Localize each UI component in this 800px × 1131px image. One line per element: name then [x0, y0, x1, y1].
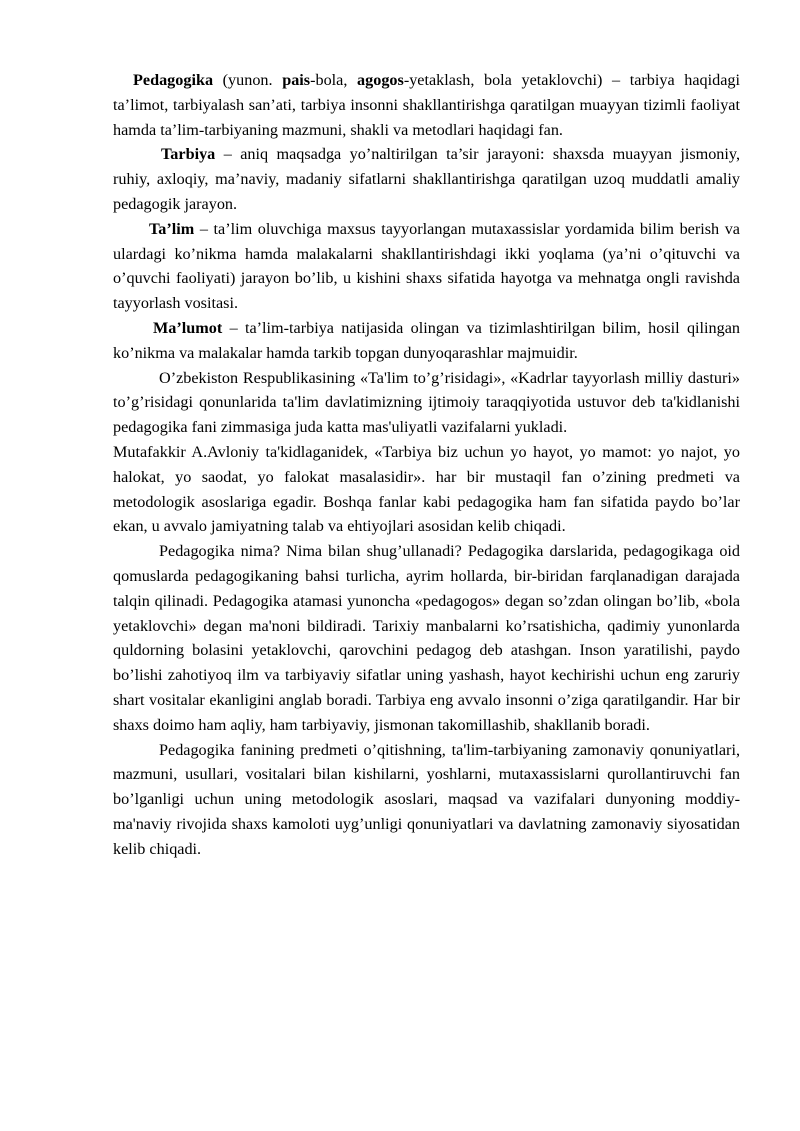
paragraph-talim-definition: [113, 217, 740, 316]
term-agogos: agogos: [357, 71, 404, 89]
document-page: [113, 68, 740, 862]
term-talim: Ta’lim: [149, 219, 195, 238]
term-pais: pais: [282, 71, 311, 89]
term-malumot: Ma’lumot: [153, 318, 223, 337]
text-segment: -yetaklash, bola yetaklovchi) – tarbiya haqidagi ta’limot, tarbiyalash san’ati, tarbiya insonni shakllantirishga qaratilgan muayyan tizimli faoliyat hamda ta’lim-tarbiyaning mazmuni, shakli va metodlari haqidagi fan.: [113, 71, 741, 139]
paragraph-tarbiya-definition: [113, 142, 740, 216]
text-segment: (yunon.: [213, 71, 283, 89]
paragraph-pedagogika-definition: [113, 68, 740, 142]
text-segment: Mutafakkir A.Avloniy ta'kidlaganidek, «Tarbiya biz uchun yo hayot, yo mamot: yo najot, yo halokat, yo saodat, yo falokat masalasidir». har bir mustaqil fan o’zining predmeti va metodologik asoslariga egadir. Boshqa fanlar kabi pedagogika ham fan sifatida paydo bo’lar ekan, u avvalo jamiyatning talab va ehtiyojlari asosidan kelib chiqadi.: [113, 442, 740, 536]
term-pedagogika: Pedagogika: [133, 71, 214, 89]
paragraph-uzbekistan-laws: [113, 366, 740, 440]
paragraph-subject-of-pedagogy: [113, 738, 740, 862]
text-segment: Pedagogika fanining predmeti o’qitishning, ta'lim-tarbiyaning zamonaviy qonuniyatlari, mazmuni, usullari, vositalari bilan kishilarni, yoshlarni, mutaxassislarni qurollantiruvchi fan bo’lganligi uchun uning metodologik asoslari, maqsad va vazifalari dunyoning moddiy-ma'naviy rivojida shaxs kamoloti uyg’unligi qonuniyatlari va davlatning zamonaviy siyosatidan kelib chiqadi.: [113, 740, 740, 858]
text-segment: O’zbekiston Respublikasining «Ta'lim to’g’risidagi», «Kadrlar tayyorlash milliy dasturi» to’g’risidagi qonunlarida ta'lim davlatimizning ijtimoiy taraqqiyotida ustuvor deb ta'kidlanishi pedagogika fani zimmasiga juda katta mas'uliyatli vazifalarni yukladi.: [113, 368, 740, 437]
text-segment: – ta’lim oluvchiga maxsus tayyorlangan mutaxassislar yordamida bilim berish va ulardagi ko’nikma hamda malakalarni shakllantirishdagi ikki yoqlama (ya’ni o’qituvchi va o’quvchi faoliyati) jarayon bo’lib, u kishini shaxs sifatida hayotga va mehnatga ongli ravishda tayyorlash vositasi.: [113, 219, 740, 313]
text-segment: -bola,: [310, 71, 358, 89]
paragraph-avloniy-quote: [113, 440, 740, 539]
text-segment: – ta’lim-tarbiya natijasida olingan va tizimlashtirilgan bilim, hosil qilingan ko’nikma va malakalar hamda tarkib topgan dunyoqarashlar majmuidir.: [113, 318, 740, 362]
text-segment: – aniq maqsadga yo’naltirilgan ta’sir jarayoni: shaxsda muayyan jismoniy, ruhiy, axloqiy, ma’naviy, madaniy sifatlarni shakllantirishga qaratilgan uzoq muddatli amaliy pedagogik jarayon.: [113, 145, 740, 213]
paragraph-malumot-definition: [113, 316, 740, 366]
term-tarbiya: Tarbiya: [161, 145, 216, 164]
paragraph-what-is-pedagogy: [113, 539, 740, 737]
text-segment: Pedagogika nima? Nima bilan shug’ullanadi? Pedagogika darslarida, pedagogikaga oid qomuslarda pedagogikaning bahsi turlicha, ayrim hollarda, bir-biridan farqlanadigan darajada talqin qilinadi. Pedagogika atamasi yunoncha «pedagogos» degan so’zdan olingan bo’lib, «bola yetaklovchi» degan ma'noni bildiradi. Tarixiy manbalarni ko’rsatishicha, qadimiy yunonlarda quldorning bolasini yetaklovchi, qarovchini pedagog deb atashgan. Inson yaratilishi, paydo bo’lishi zahotiyoq ilm va tarbiyaviy sifatlar uning yashash, hayot kechirishi uchun eng zaruriy shart vositalar ekanligini anglab boradi. Tarbiya eng avvalo insonni o’ziga qaratilgandir. Har bir shaxs doimo ham aqliy, ham tarbiyaviy, jismonan takomillashib, shakllanib boradi.: [113, 542, 740, 734]
